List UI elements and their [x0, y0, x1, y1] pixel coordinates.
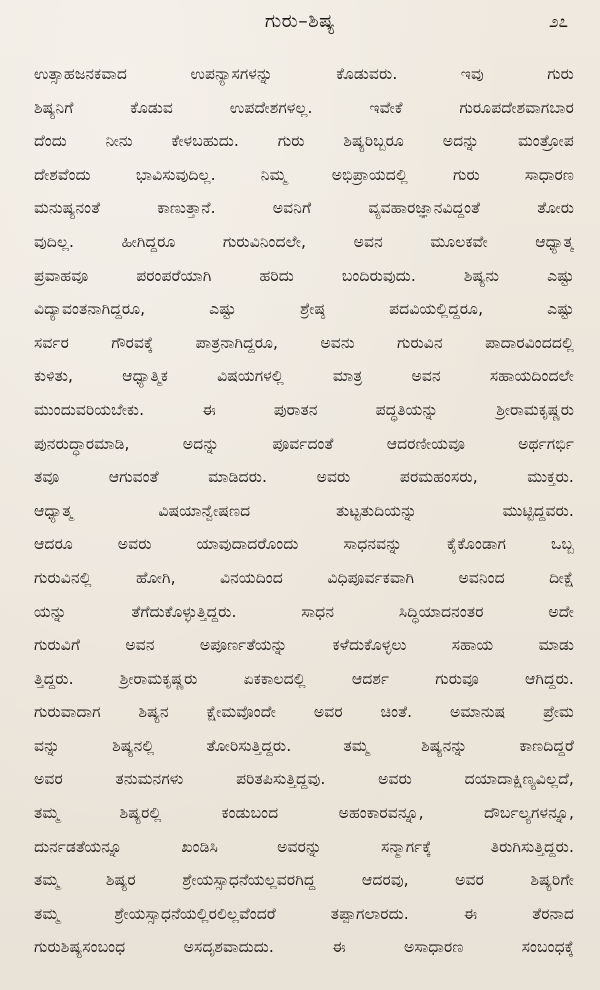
- text-line: ಗುರುಶಿಷ್ಯಸಂಬಂಧ ಅಸದೃಶವಾದುದು. ಈ ಅಸಾಧಾರಣ ಸಂಬಂಧಕ್ಕೆ: [34, 938, 574, 957]
- text-line: ಕುಳಿತು, ಆಧ್ಯಾತ್ಮಿಕ ವಿಷಯಗಳಲ್ಲಿ ಮಾತ್ರ ಅವನ ಸಹಾಯದಿಂದಲೇ: [34, 367, 574, 386]
- text-line: ತಮ್ಮ ಶಿಷ್ಯರಲ್ಲಿ ಕಂಡುಬಂದ ಅಹಂಕಾರವನ್ನೂ, ದೌರ್ಬಲ್ಯಗಳನ್ನೂ,: [34, 804, 574, 823]
- text-line: ಮನುಷ್ಯನಂತೆ ಕಾಣುತ್ತಾನೆ. ಅವನಿಗೆ ವ್ಯವಹಾರಜ್ಞಾನವಿದ್ದಂತೆ ತೋರು: [34, 199, 574, 218]
- text-line: ಪುನರುದ್ಧಾರಮಾಡಿ, ಅದನ್ನು ಪೂರ್ವದಂತೆ ಆದರಣೀಯವೂ ಅರ್ಥಗರ್ಭಿ: [34, 434, 574, 453]
- text-line: ಯನ್ನು ತೆಗೆದುಕೊಳ್ಳುತ್ತಿದ್ದರು. ಸಾಧನ ಸಿದ್ಧಿಯಾದನಂತರ ಅದೇ: [34, 602, 574, 621]
- page-number: ೨೭: [548, 12, 568, 32]
- text-line: ದೇಶವೆಂದು ಭಾವಿಸುವುದಿಲ್ಲ. ನಿಮ್ಮ ಅಭಿಪ್ರಾಯದಲ್ಲಿ ಗುರು ಸಾಧಾರಣ: [34, 165, 574, 184]
- text-line: ತಮ್ಮ ಶಿಷ್ಯರ ಶ್ರೇಯಸ್ಸಾಧನೆಯಲ್ಲವರಗಿದ್ದ ಆದರವು, ಅವರ ಶಿಷ್ಯರಿಗೇ: [34, 871, 574, 890]
- text-line: ಮುಂದುವರಿಯಬೇಕು. ಈ ಪುರಾತನ ಪದ್ಧತಿಯನ್ನು ಶ್ರೀರಾಮಕೃಷ್ಣರು: [34, 400, 574, 419]
- text-line: ವಿದ್ಯಾವಂತನಾಗಿದ್ದರೂ, ಎಷ್ಟು ಶ್ರೇಷ್ಠ ಪದವಿಯಲ್ಲಿದ್ದರೂ, ಎಷ್ಟು: [34, 300, 574, 319]
- text-line: ಅವರ ತನುಮನಗಳು ಪರಿತಪಿಸುತ್ತಿದ್ದವು. ಅವರು ದಯಾದಾಕ್ಷಿಣ್ಯವಿಲ್ಲದೆ,: [34, 770, 574, 789]
- text-line: ಆಧ್ಯಾತ್ಮ ವಿಷಯಾನ್ವೇಷಣದ ತುಟ್ಟತುದಿಯನ್ನು ಮುಟ್ಟಿದ್ದವರು.: [34, 501, 574, 520]
- text-line: ದೆಂದು ನೀನು ಕೇಳಬಹುದು. ಗುರು ಶಿಷ್ಯರಿಬ್ಬರೂ ಅದನ್ನು ಮಂತ್ರೋಪ: [34, 132, 574, 151]
- text-line: ತಮ್ಮ ಶ್ರೇಯಸ್ಸಾಧನೆಯಲ್ಲಿರಲಿಲ್ಲವೆಂದರೆ ತಪ್ಪಾಗಲಾರದು. ಈ ತೆರನಾದ: [34, 904, 574, 923]
- text-line: ಸರ್ವರ ಗೌರವಕ್ಕೆ ಪಾತ್ರನಾಗಿದ್ದರೂ, ಅವನು ಗುರುವಿನ ಪಾದಾರವಿಂದದಲ್ಲಿ: [34, 333, 574, 352]
- running-title: ಗುರು–ಶಿಷ್ಯ: [264, 10, 336, 32]
- running-header: [0, 8, 600, 38]
- text-line: ಶಿಷ್ಯನಿಗೆ ಕೊಡುವ ಉಪದೇಶಗಳಲ್ಲ. ಇವೇಕೆ ಗುರೂಪದೇಶವಾಗಬಾರ: [34, 98, 574, 117]
- text-line: ಗುರುವಿನಲ್ಲಿ ಹೋಗಿ, ವಿನಯದಿಂದ ವಿಧಿಪೂರ್ವಕವಾಗಿ ಅವನಿಂದ ದೀಕ್ಷೆ: [34, 568, 574, 587]
- text-line: ದುರ್ನಡತೆಯನ್ನೂ ಖಂಡಿಸಿ ಅವರನ್ನು ಸನ್ಮಾರ್ಗಕ್ಕೆ ತಿರುಗಿಸುತ್ತಿದ್ದರು.: [34, 837, 574, 856]
- text-line: ವನ್ನು ಶಿಷ್ಯನಲ್ಲಿ ತೋರಿಸುತ್ತಿದ್ದರು. ತಮ್ಮ ಶಿಷ್ಯನನ್ನು ಕಾಣದಿದ್ದರೆ: [34, 736, 574, 755]
- body-text: [34, 58, 574, 965]
- text-line: ಆದರೂ ಅವರು ಯಾವುದಾದರೊಂದು ಸಾಧನವನ್ನು ಕೈಕೊಂಡಾಗ ಒಬ್ಬ: [34, 535, 574, 554]
- text-line: ವುದಿಲ್ಲ. ಹೀಗಿದ್ದರೂ ಗುರುವಿನಿಂದಲೇ, ಅವನ ಮೂಲಕವೇ ಆಧ್ಯಾತ್ಮ: [34, 232, 574, 251]
- text-line: ಗುರುವಿಗೆ ಅವನ ಅಪೂರ್ಣತೆಯನ್ನು ಕಳೆದುಕೊಳ್ಳಲು ಸಹಾಯ ಮಾಡು: [34, 636, 574, 655]
- text-line: ತವೂ ಆಗುವಂತೆ ಮಾಡಿದರು. ಅವರು ಪರಮಹಂಸರು, ಮುಕ್ತರು.: [34, 468, 574, 487]
- text-line: ಗುರುವಾದಾಗ ಶಿಷ್ಯನ ಕ್ಷೇಮವೊಂದೇ ಅವರ ಚಿಂತೆ. ಅಮಾನುಷ ಪ್ರೇಮ: [34, 703, 574, 722]
- text-line: ಉತ್ಸಾಹಜನಕವಾದ ಉಪನ್ಯಾಸಗಳನ್ನು ಕೊಡುವರು. ಇವು ಗುರು: [34, 65, 574, 83]
- text-line: ಪ್ರವಾಹವೂ ಪರಂಪರೆಯಾಗಿ ಹರಿದು ಬಂದಿರುವುದು. ಶಿಷ್ಯನು ಎಷ್ಟು: [34, 266, 574, 285]
- text-line: ತ್ತಿದ್ದರು. ಶ್ರೀರಾಮಕೃಷ್ಣರು ಏಕಕಾಲದಲ್ಲಿ ಆದರ್ಶ ಗುರುವೂ ಆಗಿದ್ದರು.: [34, 669, 574, 688]
